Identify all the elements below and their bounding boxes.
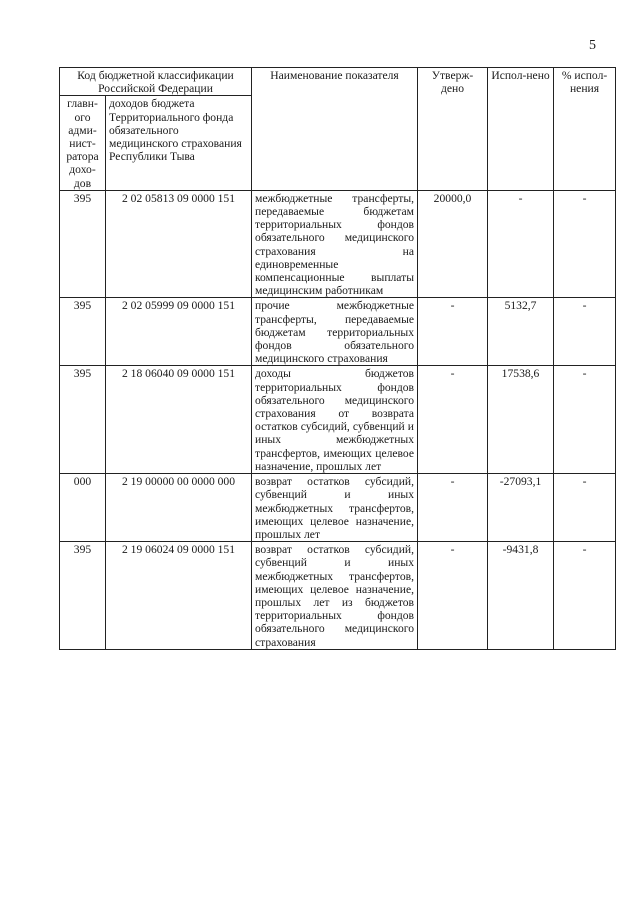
cell-code: 2 18 06040 09 0000 151 <box>106 366 252 474</box>
cell-executed: 5132,7 <box>488 298 554 366</box>
cell-approved: - <box>418 366 488 474</box>
cell-percent: - <box>554 474 616 542</box>
header-executed: Испол-нено <box>488 68 554 191</box>
cell-percent: - <box>554 542 616 650</box>
cell-name: межбюджетные трансферты, передаваемые бюджетам территориальных фондов обязательного медицинского страхования на единовременные компенсационные выплаты медицинским работникам <box>252 190 418 298</box>
table-row <box>60 190 616 298</box>
cell-percent: - <box>554 190 616 298</box>
cell-approved: - <box>418 298 488 366</box>
cell-name: возврат остатков субсидий, субвенций и иных межбюджетных трансфертов, имеющих целевое назначение, прошлых лет из бюджетов территориальных фондов обязательного медицинского страхования <box>252 542 418 650</box>
cell-code: 2 19 06024 09 0000 151 <box>106 542 252 650</box>
cell-admin: 395 <box>60 190 106 298</box>
cell-code: 2 02 05999 09 0000 151 <box>106 298 252 366</box>
cell-executed: -27093,1 <box>488 474 554 542</box>
page-number: 5 <box>589 38 596 53</box>
header-name: Наименование показателя <box>252 68 418 191</box>
cell-name: возврат остатков субсидий, субвенций и иных межбюджетных трансфертов, имеющих целевое назначение, прошлых лет <box>252 474 418 542</box>
table-row <box>60 474 616 542</box>
cell-name: доходы бюджетов территориальных фондов обязательного медицинского страхования от возврата остатков субсидий, субвенций и иных межбюджетных трансфертов, имеющих целевое назначение, прошлых лет <box>252 366 418 474</box>
cell-approved: - <box>418 474 488 542</box>
cell-name: прочие межбюджетные трансферты, передаваемые бюджетам территориальных фондов обязательного медицинского страхования <box>252 298 418 366</box>
cell-executed: - <box>488 190 554 298</box>
cell-admin: 000 <box>60 474 106 542</box>
cell-percent: - <box>554 298 616 366</box>
cell-admin: 395 <box>60 298 106 366</box>
budget-table <box>59 67 616 650</box>
header-row-top <box>60 68 616 96</box>
header-percent: % испол-нения <box>554 68 616 191</box>
header-income: доходов бюджета Территориального фонда обязательного медицинского страхования Республики Тыва <box>106 96 252 190</box>
table-row <box>60 366 616 474</box>
header-admin: главн-ого адми-нист-ратора дохо-дов <box>60 96 106 190</box>
cell-percent: - <box>554 366 616 474</box>
cell-executed: 17538,6 <box>488 366 554 474</box>
header-approved: Утверж-дено <box>418 68 488 191</box>
cell-approved: 20000,0 <box>418 190 488 298</box>
header-code-group: Код бюджетной классификации Российской Федерации <box>60 68 252 96</box>
cell-admin: 395 <box>60 366 106 474</box>
cell-approved: - <box>418 542 488 650</box>
table-row <box>60 298 616 366</box>
cell-code: 2 19 00000 00 0000 000 <box>106 474 252 542</box>
cell-admin: 395 <box>60 542 106 650</box>
cell-executed: -9431,8 <box>488 542 554 650</box>
cell-code: 2 02 05813 09 0000 151 <box>106 190 252 298</box>
table-row <box>60 542 616 650</box>
